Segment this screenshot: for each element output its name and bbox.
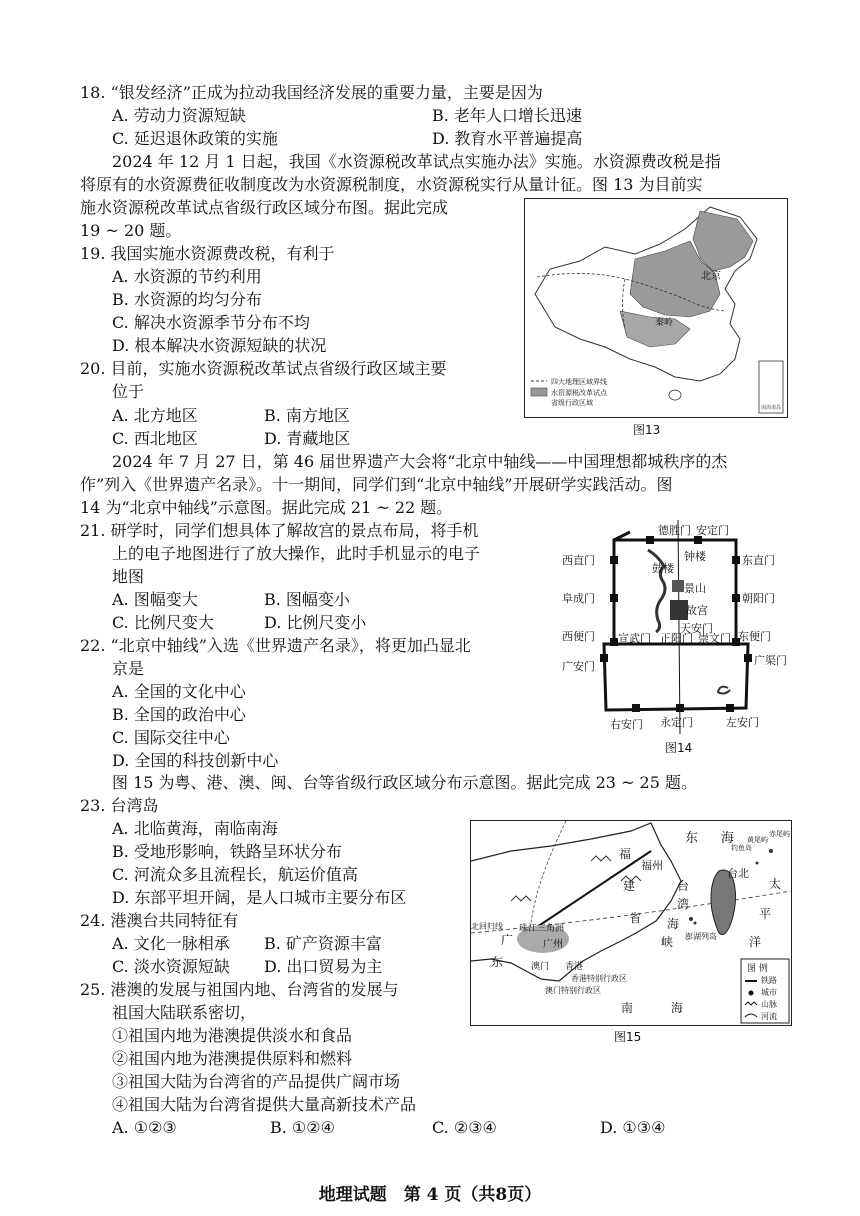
label-taiwan-2: 湾 — [677, 897, 690, 911]
q22-option-b: B. 全国的政治中心 — [112, 705, 246, 724]
q19-option-a: A. 水资源的节约利用 — [112, 267, 262, 286]
figure-13-map — [524, 198, 788, 418]
q20-option-a: A. 北方地区 — [112, 406, 198, 425]
q25-stem-1: 25. 港澳的发展与祖国内地、台湾省的发展与 — [80, 980, 399, 999]
intro19-line1: 2024 年 12 月 1 日起，我国《水资源税改革试点实施办法》实施。水资源费改税是指 — [112, 152, 721, 171]
label-fujian-1: 福 — [619, 847, 632, 861]
legend-boundary: 四大地理区域界线 — [551, 378, 607, 386]
q25-option-c: C. ②③④ — [432, 1118, 497, 1137]
q21-stem-1: 21. 研学时，同学们想具体了解故宫的景点布局，将手机 — [80, 521, 479, 540]
label-fujian-2: 建 — [623, 879, 636, 893]
mountain-range — [511, 856, 641, 901]
gate-xuanwumen: 宣武门 — [618, 632, 651, 645]
q18-option-a: A. 劳动力资源短缺 — [112, 106, 246, 125]
intro21-line1: 2024 年 7 月 27 日，第 46 届世界遗产大会将“北京中轴线——中国理想都城秩序的杰 — [112, 452, 728, 471]
q20-stem-1: 20. 目前，实施水资源税改革试点省级行政区域主要 — [80, 359, 447, 378]
label-tiananmen: 天安门 — [680, 622, 713, 635]
label-guangdong-2: 东 — [491, 955, 504, 969]
intro21-line2: 作”列入《世界遗产名录》。十一期间，同学们到“北京中轴线”开展研学实践活动。图 — [80, 475, 673, 494]
figure-14-map — [560, 520, 796, 738]
q21-option-b: B. 图幅变小 — [264, 590, 350, 609]
label-guangdong-1: 广 — [501, 933, 514, 947]
gate-fuchengmen: 阜成门 — [562, 592, 595, 605]
label-taiwan-1: 台 — [677, 879, 690, 893]
gate-zuoanmen: 左安门 — [726, 716, 759, 729]
q18-option-c: C. 延迟退休政策的实施 — [112, 129, 278, 148]
label-taipingyang-2: 平 — [759, 907, 772, 921]
q23-stem: 23. 台湾岛 — [80, 796, 159, 815]
label-beijing: 北京 — [701, 271, 721, 282]
q23-option-c: C. 河流众多且流程长，航运价值高 — [112, 865, 358, 884]
q24-option-b: B. 矿产资源丰富 — [264, 934, 382, 953]
q20-stem-2: 位于 — [112, 382, 145, 401]
intro19-line2: 将原有的水资源费征收制度改为水资源税制度，水资源税实行从量计征。图 13 为目前实 — [80, 175, 703, 194]
q22-stem-1: 22. “北京中轴线”入选《世界遗产名录》，将更加凸显北 — [80, 636, 471, 655]
figure-15-caption: 图15 — [614, 1030, 642, 1044]
label-qinling: 秦岭 — [655, 318, 674, 328]
gate-dongzhimen: 东直门 — [742, 554, 775, 567]
legend-title: 图 例 — [747, 964, 768, 974]
legend-railway: 铁路 — [761, 976, 777, 985]
label-guangzhou: 广州 — [543, 939, 563, 950]
gate-youanmen: 右安门 — [610, 718, 643, 731]
q22-option-c: C. 国际交往中心 — [112, 728, 230, 747]
gate-dongbianmen: 东便门 — [738, 630, 771, 643]
q25-statement-1: ①祖国内地为港澳提供淡水和食品 — [112, 1026, 353, 1045]
label-donghai-2: 海 — [721, 831, 735, 846]
q25-option-a: A. ①②③ — [112, 1118, 177, 1137]
legend-city: 城市 — [761, 988, 777, 997]
q22-option-d: D. 全国的科技创新中心 — [112, 751, 279, 770]
label-xianggang: 香港 — [565, 962, 584, 972]
legend-mountain: 山脉 — [761, 1000, 777, 1009]
q24-option-a: A. 文化一脉相承 — [112, 934, 230, 953]
gate-chaoyangmen: 朝阳门 — [742, 592, 775, 605]
legend-river: 河流 — [761, 1012, 777, 1021]
q21-stem-3: 地图 — [112, 567, 145, 586]
label-macau-sar: 澳门特别行政区 — [545, 986, 601, 995]
q23-option-a: A. 北临黄海，南临南海 — [112, 819, 278, 838]
label-jingshan: 景山 — [684, 582, 706, 595]
gate-zhengyangmen: 正阳门 — [660, 632, 693, 645]
legend-province: 省级行政区域 — [551, 399, 593, 407]
label-fuzhou: 福州 — [641, 859, 663, 872]
q18-option-d: D. 教育水平普遍提高 — [432, 129, 583, 148]
q19-stem: 19. 我国实施水资源费改税，有利于 — [80, 244, 335, 263]
label-nanhai-1: 南 — [621, 1001, 634, 1015]
label-tropic: 北回归线 — [471, 922, 503, 931]
q19-option-d: D. 根本解决水资源短缺的状况 — [112, 336, 327, 355]
figure-13-caption: 图13 — [633, 423, 661, 437]
label-taibei: 台北 — [727, 867, 749, 880]
q18-stem: 18. “银发经济”正成为拉动我国经济发展的重要力量，主要是因为 — [80, 83, 543, 102]
label-chiweiyu: 赤尾屿 — [769, 830, 790, 838]
q21-stem-2: 上的电子地图进行了放大操作，此时手机显示的电子 — [112, 544, 481, 563]
gate-guangqumen: 广渠门 — [754, 654, 787, 667]
label-gugong: 故宫 — [686, 604, 708, 617]
intro23: 图 15 为粤、港、澳、闽、台等省级行政区域分布示意图。据此完成 23 ~ 25 题。 — [112, 773, 698, 792]
label-zhujiang: 珠江三角洲 — [519, 924, 565, 934]
q19-option-b: B. 水资源的均匀分布 — [112, 290, 262, 309]
label-fujian-3: 省 — [629, 911, 642, 925]
figure-14-caption: 图14 — [665, 741, 693, 755]
gate-deshengmen: 德胜门 — [658, 524, 691, 537]
q22-option-a: A. 全国的文化中心 — [112, 682, 246, 701]
q18-option-b: B. 老年人口增长迅速 — [432, 106, 582, 125]
q21-option-c: C. 比例尺变大 — [112, 613, 214, 632]
legend-pilot: 水资源税改革试点 — [551, 389, 607, 397]
q25-option-b: B. ①②④ — [270, 1118, 335, 1137]
label-nanhai-2: 海 — [671, 1001, 684, 1015]
q25-statement-3: ③祖国大陆为台湾省的产品提供广阔市场 — [112, 1072, 401, 1091]
page-footer: 地理试题 第 4 页（共8页） — [318, 1185, 542, 1205]
label-taiwan-3: 海 — [667, 917, 680, 931]
q24-stem: 24. 港澳台共同特征有 — [80, 911, 239, 930]
gate-xibianmen: 西便门 — [562, 630, 595, 643]
q23-option-b: B. 受地形影响，铁路呈环状分布 — [112, 842, 342, 861]
q19-option-c: C. 解决水资源季节分布不均 — [112, 313, 310, 332]
intro19-line3: 施水资源税改革试点省级行政区域分布图。据此完成 — [80, 198, 449, 217]
label-donghai-1: 东 — [685, 831, 699, 846]
gate-xizhimen: 西直门 — [562, 554, 595, 567]
q21-option-d: D. 比例尺变小 — [264, 613, 367, 632]
q23-option-d: D. 东部平坦开阔，是人口城市主要分布区 — [112, 888, 407, 907]
label-aomen: 澳门 — [531, 962, 550, 972]
label-gulou: 鼓楼 — [652, 562, 674, 575]
q20-option-c: C. 西北地区 — [112, 429, 198, 448]
label-hk-sar: 香港特别行政区 — [571, 974, 627, 983]
q24-option-d: D. 出口贸易为主 — [264, 957, 383, 976]
label-taipingyang-1: 太 — [769, 877, 782, 891]
q20-option-b: B. 南方地区 — [264, 406, 350, 425]
label-huangweiyu: 黄尾屿 — [747, 836, 768, 844]
q20-option-d: D. 青藏地区 — [264, 429, 351, 448]
label-zhonglou: 钟楼 — [684, 550, 706, 563]
q22-stem-2: 京是 — [112, 659, 145, 678]
label-taiwan-4: 峡 — [661, 935, 674, 949]
china-map-svg — [525, 199, 787, 417]
q25-stem-2: 祖国大陆联系密切， — [112, 1003, 257, 1022]
q24-option-c: C. 淡水资源短缺 — [112, 957, 230, 976]
gate-andingmen: 安定门 — [696, 524, 729, 537]
gate-yongdingmen: 永定门 — [660, 716, 693, 729]
intro19-line4: 19 ~ 20 题。 — [80, 221, 182, 240]
outer-city-wall — [604, 644, 748, 710]
label-diaoyudao: 钓鱼岛 — [731, 844, 752, 852]
q25-option-d: D. ①③④ — [600, 1118, 666, 1137]
q25-statement-4: ④祖国大陆为台湾省提供大量高新技术产品 — [112, 1095, 417, 1114]
label-taipingyang-3: 洋 — [749, 935, 762, 949]
hainan-island — [669, 390, 681, 400]
intro21-line3: 14 为“北京中轴线”示意图。据此完成 21 ~ 22 题。 — [80, 498, 453, 517]
label-penghu: 澎湖列岛 — [685, 932, 717, 941]
gate-guanganmen: 广安门 — [562, 660, 595, 673]
gate-chongwenmen: 崇文门 — [698, 632, 731, 645]
figure-15-map — [470, 820, 792, 1026]
q21-option-a: A. 图幅变大 — [112, 590, 198, 609]
inset-label: 南海诸岛 — [761, 405, 782, 411]
q25-statement-2: ②祖国内地为港澳提供原料和燃料 — [112, 1049, 353, 1068]
